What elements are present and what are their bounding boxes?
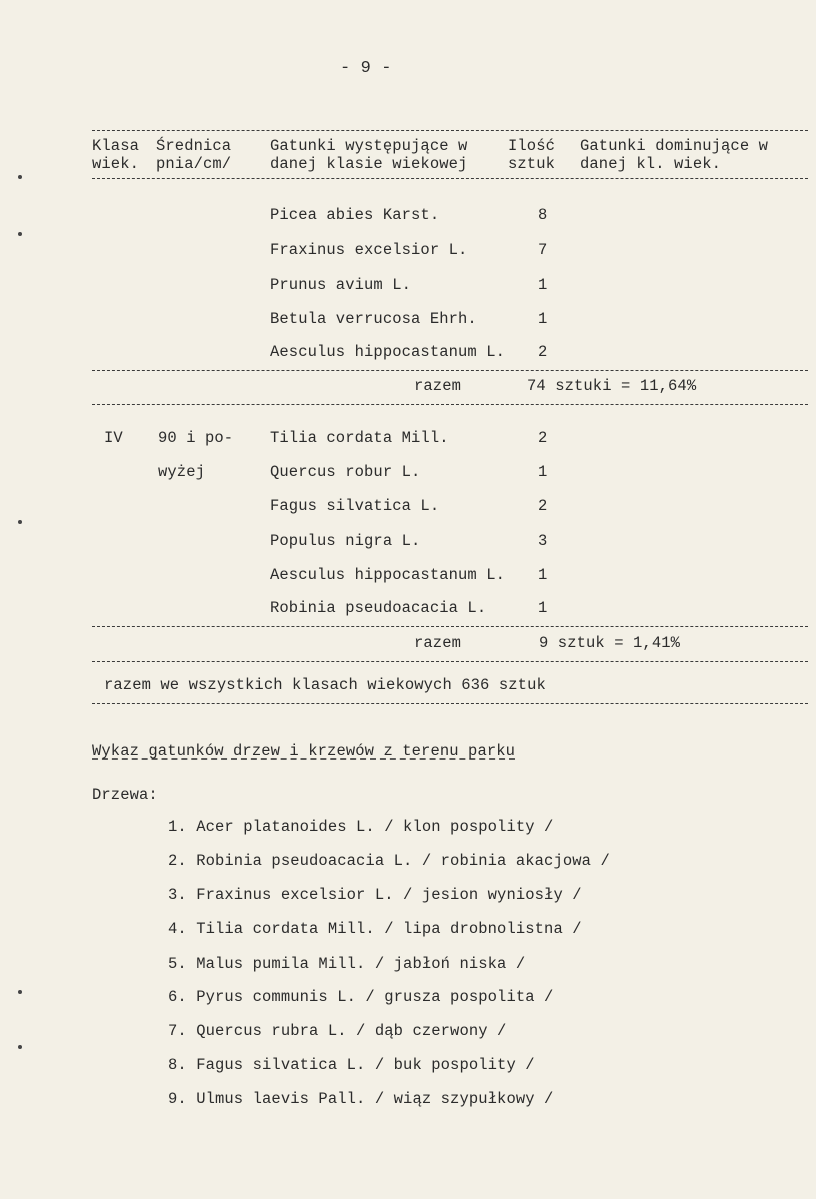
scan-speck (18, 990, 22, 994)
group1-total-label: razem (414, 377, 462, 395)
table-rule-bottom (92, 703, 808, 704)
group2-total-label: razem (414, 634, 462, 652)
species-count: 1 (538, 276, 548, 294)
page-number: - 9 - (340, 59, 392, 78)
species-name: Picea abies Karst. (270, 206, 440, 224)
species-count: 1 (538, 310, 548, 328)
header-col2-line1: Średnica (156, 137, 232, 155)
list-item: 2. Robinia pseudoacacia L. / robinia akacjowa / (168, 852, 610, 870)
species-count: 1 (538, 566, 548, 584)
list-item: 8. Fagus silvatica L. / buk pospolity / (168, 1056, 535, 1074)
list-item: 7. Quercus rubra L. / dąb czerwony / (168, 1022, 507, 1040)
species-name: Populus nigra L. (270, 532, 421, 550)
species-count: 2 (538, 429, 548, 447)
header-col5-line2: danej kl. wiek. (580, 155, 722, 173)
list-item: 4. Tilia cordata Mill. / lipa drobnolistna / (168, 920, 582, 938)
table-rule-group1 (92, 370, 808, 371)
header-col5-line1: Gatunki dominujące w (580, 137, 769, 155)
table-rule-group2 (92, 626, 808, 627)
header-col3-line2: danej klasie wiekowej (270, 155, 468, 173)
species-name: Aesculus hippocastanum L. (270, 566, 506, 584)
species-count: 1 (538, 599, 548, 617)
list-item: 5. Malus pumila Mill. / jabłoń niska / (168, 955, 526, 973)
species-count: 1 (538, 463, 548, 481)
species-count: 7 (538, 241, 548, 259)
grand-total: razem we wszystkich klasach wiekowych 636 sztuk (104, 676, 546, 694)
species-count: 2 (538, 343, 548, 361)
list-heading: Wykaz gatunków drzew i krzewów z terenu parku (92, 742, 516, 760)
table-rule-top (92, 130, 808, 131)
scan-speck (18, 175, 22, 179)
group2-diameter-line2: wyżej (158, 463, 206, 481)
list-item: 1. Acer platanoides L. / klon pospolity / (168, 818, 554, 836)
table-rule-group1-total (92, 404, 808, 405)
group2-total-value: 9 sztuk = 1,41% (539, 634, 681, 652)
species-name: Fraxinus excelsior L. (270, 241, 468, 259)
species-count: 2 (538, 497, 548, 515)
scan-speck (18, 520, 22, 524)
scan-speck (18, 1045, 22, 1049)
species-count: 3 (538, 532, 548, 550)
header-col1-line1: Klasa (92, 137, 140, 155)
species-name: Quercus robur L. (270, 463, 421, 481)
list-subheading: Drzewa: (92, 786, 158, 804)
header-col1-line2: wiek. (92, 155, 140, 173)
species-name: Aesculus hippocastanum L. (270, 343, 506, 361)
list-item: 3. Fraxinus excelsior L. / jesion wyniosły / (168, 886, 582, 904)
header-col2-line2: pnia/cm/ (156, 155, 232, 173)
species-name: Robinia pseudoacacia L. (270, 599, 487, 617)
species-name: Betula verrucosa Ehrh. (270, 310, 477, 328)
header-col4-line1: Ilość (508, 137, 556, 155)
group2-class: IV (104, 429, 123, 447)
list-item: 9. Ulmus laevis Pall. / wiąz szypułkowy / (168, 1090, 554, 1108)
group2-diameter-line1: 90 i po- (158, 429, 234, 447)
species-count: 8 (538, 206, 548, 224)
table-rule-header (92, 178, 808, 179)
header-col4-line2: sztuk (508, 155, 556, 173)
header-col3-line1: Gatunki występujące w (270, 137, 468, 155)
species-name: Tilia cordata Mill. (270, 429, 449, 447)
species-name: Prunus avium L. (270, 276, 412, 294)
scan-speck (18, 232, 22, 236)
list-item: 6. Pyrus communis L. / grusza pospolita / (168, 988, 554, 1006)
group1-total-value: 74 sztuki = 11,64% (527, 377, 697, 395)
table-rule-group2-total (92, 661, 808, 662)
species-name: Fagus silvatica L. (270, 497, 440, 515)
